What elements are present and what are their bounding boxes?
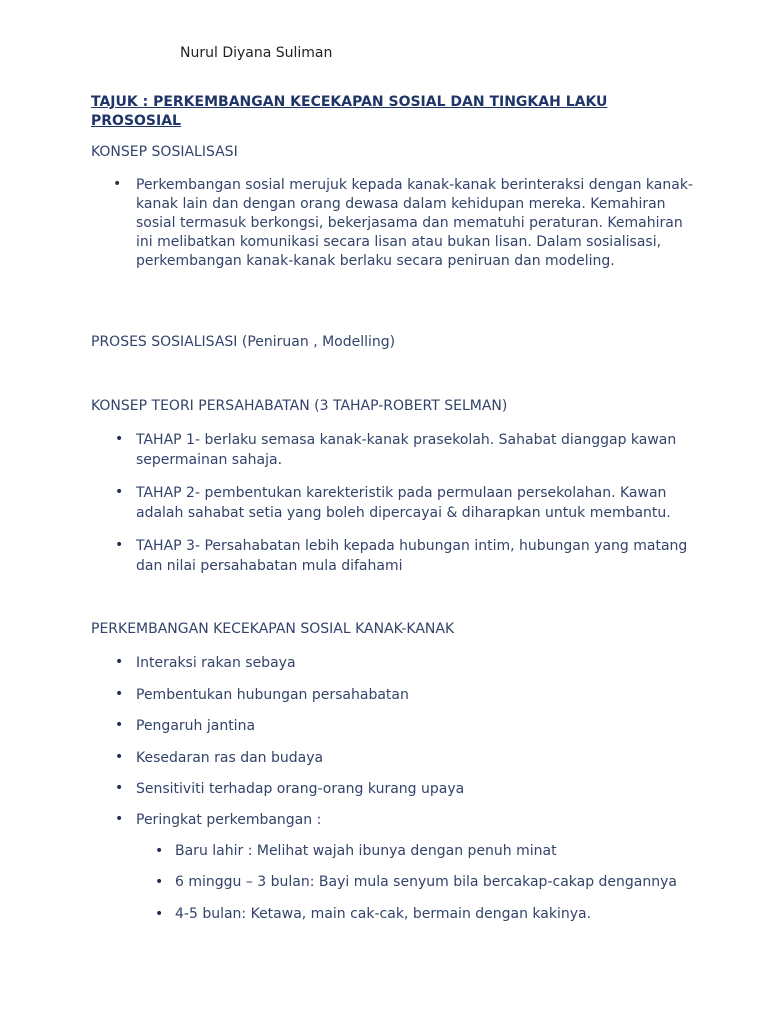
sub-list-item: Baru lahir : Melihat wajah ibunya dengan penuh minat [175, 843, 557, 859]
sub-list-item: 6 minggu – 3 bulan: Bayi mula senyum bila bercakap-cakap dengannya [175, 874, 677, 890]
list-item: Pembentukan hubungan persahabatan [136, 687, 409, 703]
heading-proses-sosialisasi: PROSES SOSIALISASI (Peniruan , Modelling) [91, 334, 396, 350]
list-item-tahap-1: TAHAP 1- berlaku semasa kanak-kanak prasekolah. Sahabat dianggap kawan sepermainan sahaja. [136, 432, 677, 468]
bullet-symbol: • [155, 874, 164, 890]
bullet-symbol: • [115, 686, 124, 702]
bullet-symbol: • [115, 431, 124, 447]
bullet-symbol: • [115, 717, 124, 733]
list-item: Interaksi rakan sebaya [136, 655, 296, 671]
bullet-symbol: • [115, 780, 124, 796]
paragraph-konsep: Perkembangan sosial merujuk kepada kanak-kanak berinteraksi dengan kanak-kanak lain dan dengan orang dewasa dalam kehidupan mereka. Kemahiran sosial termasuk berkongsi, bekerjasama dan mematuhi peraturan. Kemahiran ini melibatkan komunikasi secara lisan atau bukan lisan. Dalam sosialisasi, perkembangan kanak-kanak berlaku secara peniruan dan modeling. [136, 177, 693, 269]
bullet-symbol: • [115, 484, 124, 500]
bullet-symbol: • [115, 537, 124, 553]
bullet-symbol: • [113, 176, 122, 192]
bullet-symbol: • [155, 906, 164, 922]
list-item: Kesedaran ras dan budaya [136, 750, 324, 766]
heading-konsep-sosialisasi: KONSEP SOSIALISASI [91, 144, 238, 160]
document-title: TAJUK : PERKEMBANGAN KECEKAPAN SOSIAL DAN TINGKAH LAKU PROSOSIAL [91, 94, 608, 129]
list-item: Peringkat perkembangan : [136, 812, 322, 828]
list-item: Pengaruh jantina [136, 718, 256, 734]
bullet-symbol: • [115, 654, 124, 670]
heading-kecekapan-sosial: PERKEMBANGAN KECEKAPAN SOSIAL KANAK-KANAK [91, 621, 455, 637]
list-item: Sensitiviti terhadap orang-orang kurang upaya [136, 781, 465, 797]
bullet-symbol: • [115, 749, 124, 765]
bullet-symbol: • [115, 811, 124, 827]
list-item-tahap-2: TAHAP 2- pembentukan karekteristik pada permulaan persekolahan. Kawan adalah sahabat setia yang boleh dipercayai & diharapkan untuk membantu. [136, 485, 671, 521]
author-name: Nurul Diyana Suliman [180, 45, 333, 61]
sub-list-item: 4-5 bulan: Ketawa, main cak-cak, bermain dengan kakinya. [175, 906, 592, 922]
heading-teori-persahabatan: KONSEP TEORI PERSAHABATAN (3 TAHAP-ROBERT SELMAN) [91, 398, 508, 414]
bullet-symbol: • [155, 843, 164, 859]
list-item-tahap-3: TAHAP 3- Persahabatan lebih kepada hubungan intim, hubungan yang matang dan nilai persahabatan mula difahami [136, 538, 688, 574]
